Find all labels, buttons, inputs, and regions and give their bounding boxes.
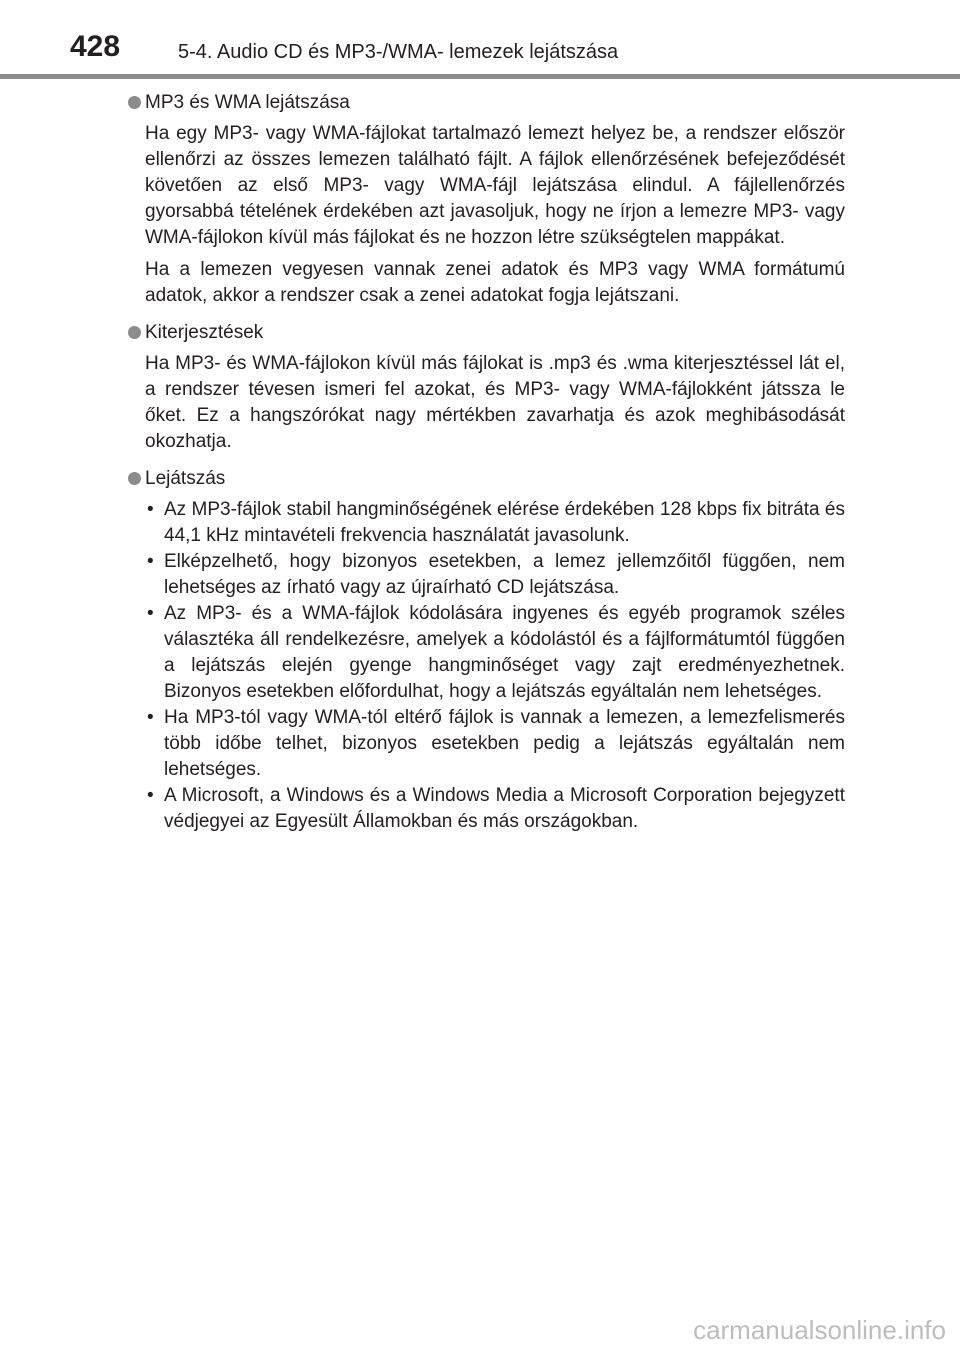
list-bullet: • bbox=[147, 551, 154, 572]
list-bullet: • bbox=[147, 707, 154, 728]
watermark: carmanualsonline.info bbox=[693, 1315, 946, 1345]
bullet-dot-icon bbox=[128, 96, 141, 109]
section-heading-text: MP3 és WMA lejátszása bbox=[145, 92, 350, 113]
section-heading bbox=[128, 319, 845, 346]
list-item bbox=[145, 783, 845, 835]
list-item bbox=[145, 497, 845, 549]
paragraph: Ha a lemezen vegyesen vannak zenei adatok és MP3 vagy WMA formátumú adatok, akkor a rendszer csak a zenei adatokat fogja lejátszani. bbox=[145, 259, 845, 306]
section-extensions bbox=[128, 319, 845, 455]
list-item-text: A Microsoft, a Windows és a Windows Media a Microsoft Corporation bejegyzett védjegyei az Egyesült Államokban és más országokban. bbox=[164, 785, 845, 832]
bullet-dot-icon bbox=[128, 472, 141, 485]
list-bullet: • bbox=[147, 603, 154, 624]
section-title: 5-4. Audio CD és MP3-/WMA- lemezek lejátszása bbox=[178, 41, 619, 63]
list-item-text: Ha MP3-tól vagy WMA-tól eltérő fájlok is vannak a lemezen, a lemezfelismerés több időbe telhet, bizonyos esetekben pedig a lejátszás egyáltalán nem lehetséges. bbox=[164, 707, 845, 780]
bullet-dot-icon bbox=[128, 326, 141, 339]
list-item bbox=[145, 705, 845, 783]
section-heading bbox=[128, 89, 845, 116]
bullet-list bbox=[145, 497, 845, 835]
section-playback bbox=[128, 465, 845, 835]
paragraph: Ha MP3- és WMA-fájlokon kívül más fájlokat is .mp3 és .wma kiterjesztéssel lát el, a rendszer tévesen ismeri fel azokat, és MP3- vagy WMA-fájlokként játssza le őket. Ez a hangszórókat nagy mértékben zavarhatja és azok meghibásodását okozhatja. bbox=[145, 353, 845, 452]
list-item bbox=[145, 549, 845, 601]
section-heading-text: Lejátszás bbox=[145, 468, 226, 489]
section-mp3-wma-playback bbox=[128, 89, 845, 309]
section-heading-text: Kiterjesztések bbox=[145, 322, 264, 343]
paragraph: Ha egy MP3- vagy WMA-fájlokat tartalmazó lemezt helyez be, a rendszer először ellenőrzi az összes lemezen található fájlt. A fájlok ellenőrzésének befejeződését követően az első MP3- vagy WMA-fájl lejátszása elindul. A fájlellenőrzés gyorsabbá tételének érdekében azt javasoljuk, hogy ne írjon a lemezre MP3- vagy WMA-fájlokon kívül más fájlokat és ne hozzon létre szükségtelen mappákat. bbox=[145, 123, 845, 248]
list-item-text: Elképzelhető, hogy bizonyos esetekben, a lemez jellemzőitől függően, nem lehetséges az írható vagy az újraírható CD lejátszása. bbox=[164, 551, 845, 598]
list-bullet: • bbox=[147, 785, 154, 806]
list-item bbox=[145, 601, 845, 705]
page-content bbox=[128, 89, 845, 845]
list-bullet: • bbox=[147, 499, 154, 520]
header-divider bbox=[0, 74, 960, 79]
list-item-text: Az MP3- és a WMA-fájlok kódolására ingyenes és egyéb programok széles választéka áll rendelkezésre, amelyek a kódolástól és a fájlformátumtól függően a lejátszás elején gyenge hangminőséget vagy zajt eredményezhetnek. Bizonyos esetekben előfordulhat, hogy a lejátszás egyáltalán nem lehetséges. bbox=[164, 603, 845, 702]
page-header bbox=[0, 0, 960, 80]
list-item-text: Az MP3-fájlok stabil hangminőségének elérése érdekében 128 kbps fix bitráta és 44,1 kHz mintavételi frekvencia használatát javasolunk. bbox=[164, 499, 845, 546]
section-heading bbox=[128, 465, 845, 492]
page-number: 428 bbox=[70, 30, 121, 63]
